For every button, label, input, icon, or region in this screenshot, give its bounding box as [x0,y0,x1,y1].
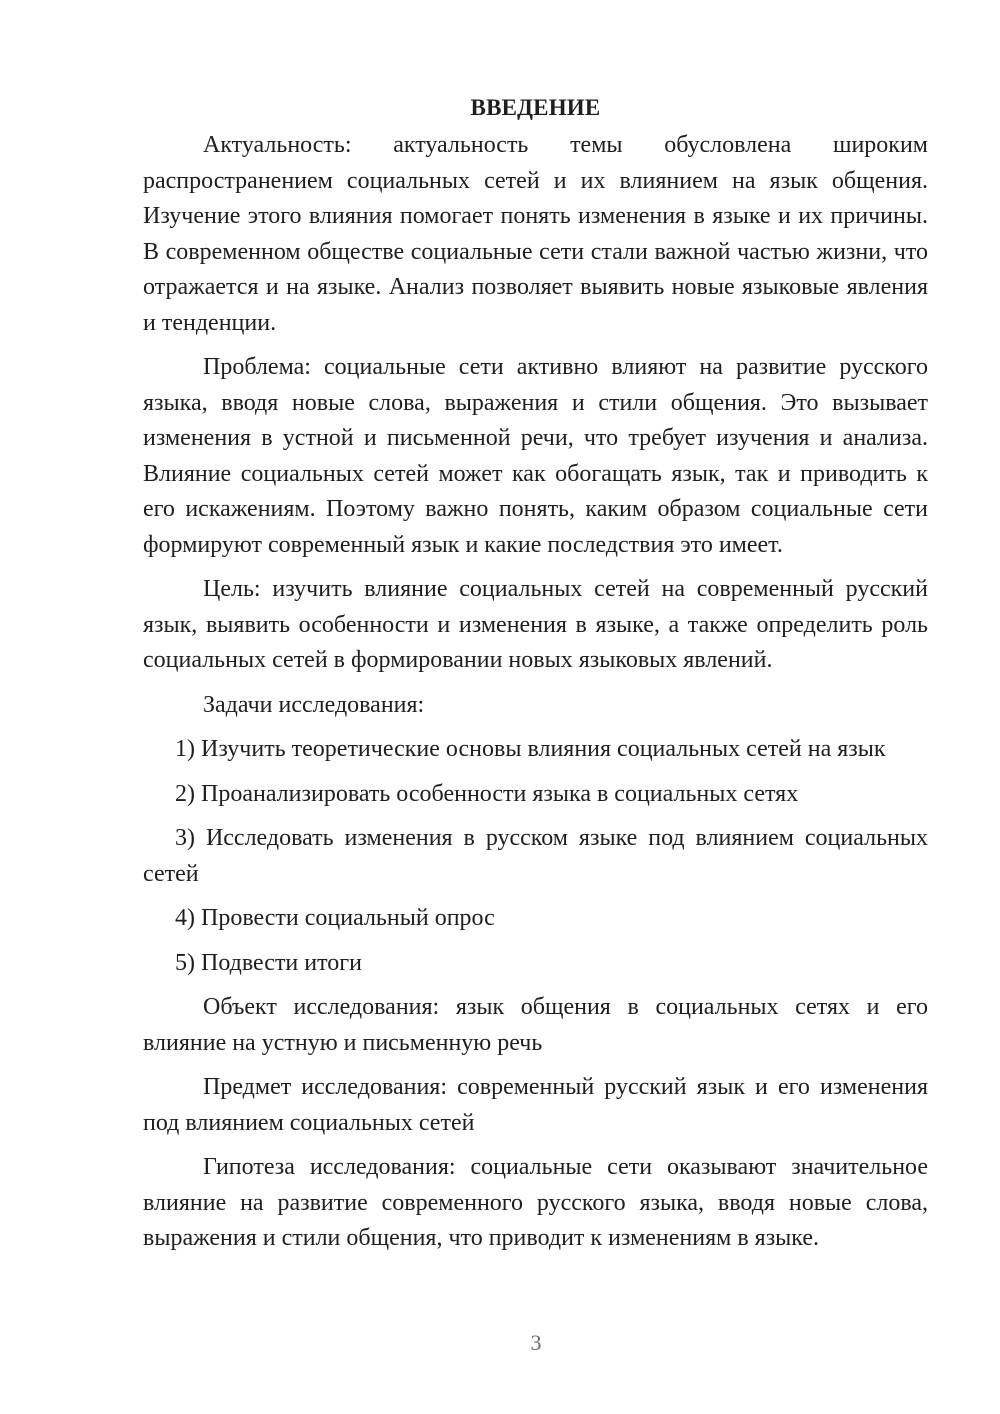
page-content [143,90,928,1257]
paragraph-relevance: Актуальность: актуальность темы обусловлена широким распространением социальных сетей и их влиянием на язык общения. Изучение этого влияния помогает понять изменения в языке и их причины. В современном обществе социальные сети стали важной частью жизни, что отражается и на языке. Анализ позволяет выявить новые языковые явления и тенденции. [143,132,928,336]
paragraph-goal: Цель: изучить влияние социальных сетей на современный русский язык, выявить особенности и изменения в языке, а также определить роль социальных сетей в формировании новых языковых явлений. [143,576,928,673]
paragraph-problem: Проблема: социальные сети активно влияют на развитие русского языка, вводя новые слова, выражения и стили общения. Это вызывает изменения в устной и письменной речи, что требует изучения и анализа. Влияние социальных сетей может как обогащать язык, так и приводить к его искажениям. Поэтому важно понять, каким образом социальные сети формируют современный язык и какие последствия это имеет. [143,354,928,558]
task-item-2: 2) Проанализировать особенности языка в социальных сетях [175,780,799,807]
paragraph-object: Объект исследования: язык общения в социальных сетях и его влияние на устную и письменную речь [143,994,928,1056]
tasks-heading: Задачи исследования: [203,691,425,718]
page-title: ВВЕДЕНИЕ [470,95,601,120]
task-item-5: 5) Подвести итоги [175,949,362,976]
task-item-4: 4) Провести социальный опрос [175,905,495,931]
paragraph-hypothesis: Гипотеза исследования: социальные сети оказывают значительное влияние на развитие современного русского языка, вводя новые слова, выражения и стили общения, что приводит к изменениям в языке. [143,1154,928,1251]
page-number: 3 [530,1330,542,1355]
task-item-3: 3) Исследовать изменения в русском языке под влиянием социальных сетей [143,825,928,887]
paragraph-subject: Предмет исследования: современный русский язык и его изменения под влиянием социальных сетей [143,1074,928,1136]
task-item-1: 1) Изучить теоретические основы влияния социальных сетей на язык [175,736,886,762]
